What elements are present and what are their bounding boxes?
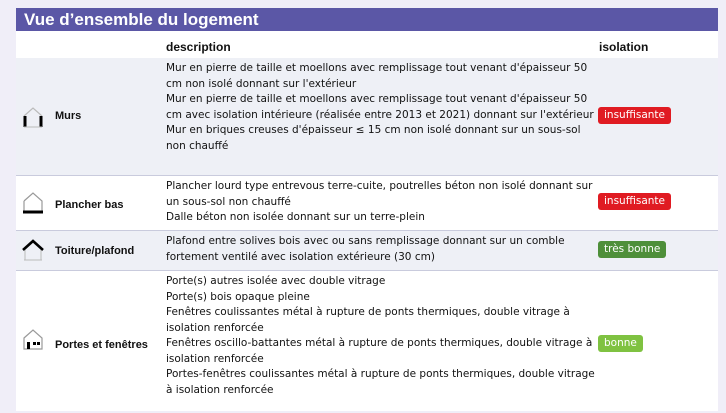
- description-line: Fenêtres coulissantes métal à rupture de ponts thermiques, double vitrage à isolation renforcée: [166, 306, 570, 334]
- row-label-plancher-bas: Plancher bas: [55, 199, 124, 211]
- description-line: Porte(s) bois opaque pleine: [166, 290, 310, 303]
- description-line: Plafond entre solives bois avec ou sans remplissage donnant sur un comble fortement ventilé avec isolation extérieure (30 cm): [166, 235, 565, 263]
- description-line: Mur en pierre de taille et moellons avec remplissage tout venant d'épaisseur 50 cm non isolé donnant sur l'extérieur: [166, 62, 588, 90]
- description-line: Plancher lourd type entrevous terre-cuite, poutrelles béton non isolé donnant sur un sous-sol non chauffé: [166, 180, 593, 208]
- description-line: Mur en briques creuses d'épaisseur ≤ 15 cm non isolé donnant sur un sous-sol non chauffé: [166, 124, 581, 152]
- row-portes-fenetres: [16, 271, 718, 409]
- row-label-murs: Murs: [55, 110, 82, 122]
- row-label-toiture-plafond: Toiture/plafond: [55, 245, 135, 257]
- roof-house-icon: [21, 238, 45, 262]
- row-label-portes-fenetres: Portes et fenêtres: [55, 339, 148, 351]
- wall-house-icon: [21, 105, 45, 129]
- doors-windows-house-icon: [21, 327, 45, 351]
- description-plancher-bas: [166, 179, 596, 226]
- section-title: Vue d’ensemble du logement: [16, 8, 718, 31]
- column-header-description: description: [166, 40, 231, 54]
- description-toiture-plafond: [166, 234, 596, 265]
- description-line: Mur en pierre de taille et moellons avec remplissage tout venant d'épaisseur 50 cm avec isolation intérieure (réalisée entre 2013 et 2021) donnant sur l'extérieur: [166, 93, 594, 121]
- description-line: Porte(s) autres isolée avec double vitrage: [166, 275, 386, 287]
- floor-house-icon: [21, 190, 45, 214]
- housing-overview-panel: [16, 8, 718, 411]
- description-line: Portes-fenêtres coulissantes métal à rupture de ponts thermiques, double vitrage à isolation renforcée: [166, 368, 595, 396]
- description-murs: [166, 61, 596, 154]
- description-portes-fenetres: [166, 274, 596, 398]
- description-line: Dalle béton non isolée donnant sur un terre-plein: [166, 211, 425, 223]
- isolation-badge-plancher-bas: insuffisante: [598, 193, 671, 210]
- description-line: Fenêtres oscillo-battantes métal à rupture de ponts thermiques, double vitrage à isolation renforcée: [166, 337, 593, 365]
- row-plancher-bas: [16, 176, 718, 230]
- column-header-isolation: isolation: [599, 40, 649, 54]
- row-murs: [16, 58, 718, 175]
- isolation-badge-murs: insuffisante: [598, 107, 671, 124]
- isolation-badge-toiture-plafond: très bonne: [598, 241, 666, 258]
- row-toiture-plafond: [16, 231, 718, 270]
- isolation-badge-portes-fenetres: bonne: [598, 335, 643, 352]
